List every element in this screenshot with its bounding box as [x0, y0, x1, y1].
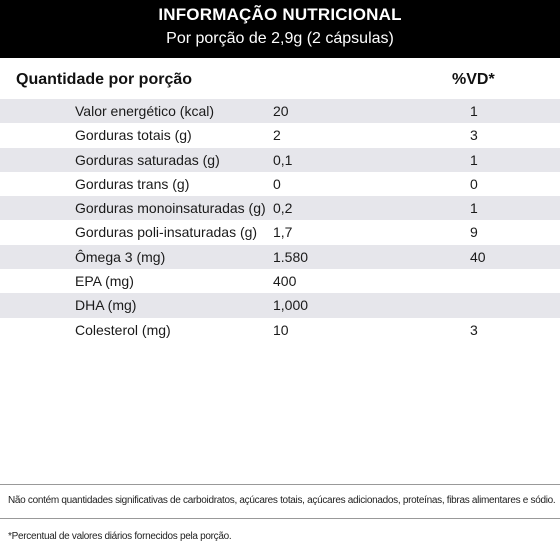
column-header-vd: %VD*: [452, 71, 495, 88]
nutrient-name: Ômega 3 (mg): [75, 248, 166, 265]
table-row: [0, 172, 560, 196]
page-title: INFORMAÇÃO NUTRICIONAL: [158, 5, 402, 24]
footnote-divider-2: [0, 518, 560, 519]
nutrient-vd: 1: [470, 151, 478, 168]
footnote-nutrients: Não contém quantidades significativas de carboidratos, açúcares totais, açúcares adicionados, proteínas, fibras alimentares e sódio.: [8, 495, 556, 506]
nutrient-name: Gorduras trans (g): [75, 175, 190, 192]
nutrient-vd: 0: [470, 175, 478, 192]
nutrient-amount: 2: [273, 127, 281, 144]
table-row: [0, 220, 560, 244]
nutrient-name: Gorduras poli-insaturadas (g): [75, 224, 258, 241]
nutrient-vd: 3: [470, 321, 478, 338]
nutrient-amount: 1,000: [273, 297, 309, 314]
serving-size: Por porção de 2,9g (2 cápsulas): [166, 30, 394, 47]
table-row: [0, 148, 560, 172]
nutrient-vd: 9: [470, 224, 478, 241]
table-row: [0, 123, 560, 147]
nutrient-vd: 1: [470, 103, 478, 119]
nutrient-name: Colesterol (mg): [75, 321, 171, 338]
table-row: [0, 269, 560, 293]
table-row: [0, 99, 560, 123]
nutrient-vd: 40: [470, 248, 486, 265]
nutrient-name: DHA (mg): [75, 297, 137, 314]
nutrient-amount: 1.580: [273, 248, 309, 265]
nutrient-amount: 0,2: [273, 200, 293, 217]
footnote-divider: [0, 484, 560, 485]
nutrient-amount: 400: [273, 273, 297, 290]
nutrient-name: EPA (mg): [75, 273, 134, 290]
nutrient-name: Valor energético (kcal): [75, 103, 215, 119]
header-banner: [0, 0, 560, 58]
nutrient-vd: 3: [470, 127, 478, 144]
nutrient-vd: 1: [470, 200, 478, 217]
nutrient-amount: 20: [273, 103, 289, 119]
column-header-quantity: Quantidade por porção: [16, 71, 193, 88]
nutrient-name: Gorduras totais (g): [75, 127, 192, 144]
footnote-vd: *Percentual de valores diários fornecidos pela porção.: [8, 531, 232, 542]
nutrient-name: Gorduras monoinsaturadas (g): [75, 200, 266, 217]
nutrient-name: Gorduras saturadas (g): [75, 151, 220, 168]
table-row: [0, 293, 560, 317]
nutrient-amount: 0: [273, 175, 281, 192]
nutrient-amount: 1,7: [273, 224, 293, 241]
table-row: [0, 318, 560, 342]
nutrient-amount: 10: [273, 321, 289, 338]
table-row: [0, 245, 560, 269]
nutrition-table: [0, 99, 560, 342]
nutrient-amount: 0,1: [273, 151, 293, 168]
table-row: [0, 196, 560, 220]
